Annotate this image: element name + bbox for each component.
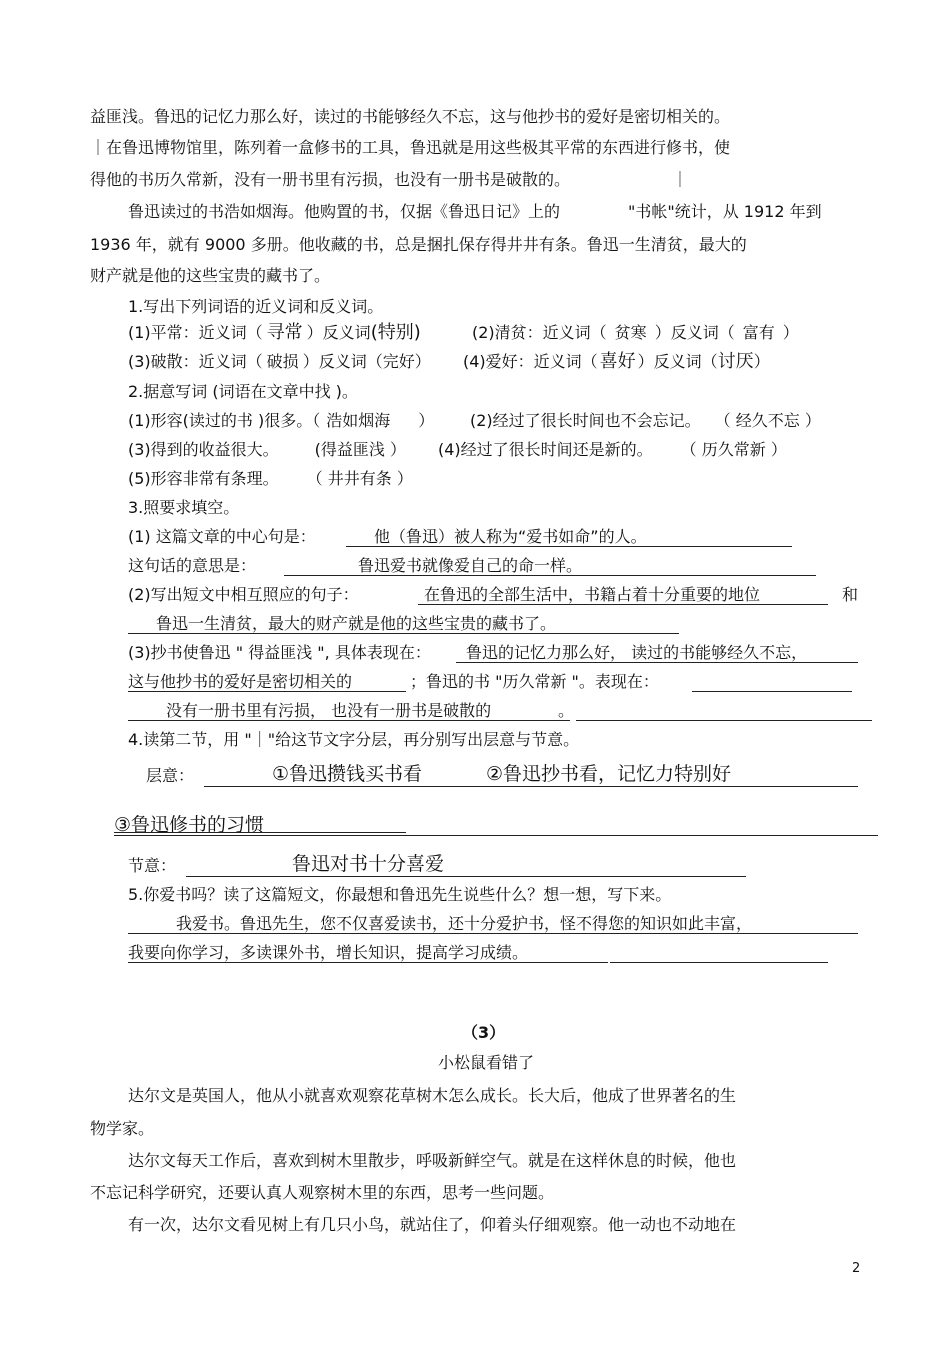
answer-underline <box>114 835 878 836</box>
answer-underline <box>128 633 679 634</box>
section-answer: 鲁迅对书十分喜爱 <box>292 853 445 875</box>
question-title: 5.你爱书吗？读了这篇短文，你最想和鲁迅先生说些什么？想一想，写下来。 <box>128 885 672 904</box>
q2-item <box>470 410 821 432</box>
q2-item <box>128 468 413 490</box>
q3-label: (1) 这篇文章的中心句是： <box>128 527 316 546</box>
q2-item <box>128 410 434 432</box>
passage-line: 有一次，达尔文看见树上有几只小鸟，就站住了，仰着头仔细观察。他一动也不动地在 <box>128 1215 737 1234</box>
answer-underline <box>418 604 828 605</box>
q1-answer: 完好 <box>382 352 415 371</box>
answer-underline <box>284 575 816 576</box>
q1-answer: 破损 <box>266 352 299 371</box>
q2-answer: （ 经久不忘 ） <box>722 411 821 430</box>
q1-row <box>463 351 770 373</box>
answer-underline <box>128 691 406 692</box>
answer-underline <box>692 691 852 692</box>
q2-label: (1)形容(读过的书 )很多。（ <box>128 411 321 430</box>
layer-answer: ③鲁迅修书的习惯 <box>114 814 265 836</box>
q3-answer: 鲁迅一生清贫，最大的财产就是他的这些宝贵的藏书了。 <box>156 614 557 633</box>
question-title: 1.写出下列词语的近义词和反义词。 <box>128 297 384 316</box>
section-number: （3） <box>462 1023 506 1042</box>
q1-label: ） <box>753 352 770 371</box>
passage-line: 达尔文每天工作后，喜欢到树木里散步，呼吸新鲜空气。就是在这样休息的时候，他也 <box>128 1151 737 1170</box>
q1-answer: 贫寒 <box>614 323 647 342</box>
q2-label: (3)得到的收益很大。 <box>128 440 279 459</box>
layer-answer: ②鲁迅抄书看，记忆力特别好 <box>486 763 732 785</box>
page-number: 2 <box>852 1261 861 1276</box>
q3-label: (2)写出短文中相互照应的句子： <box>128 585 359 604</box>
q1-answer: 讨厌 <box>717 351 754 372</box>
answer-underline <box>114 832 406 833</box>
q1-answer: 喜好 <box>599 351 636 372</box>
q1-row <box>472 322 799 344</box>
q3-answer: 鲁迅的记忆力那么好， 读过的书能够经久不忘， <box>466 643 808 662</box>
passage-line: 益匪浅。鲁迅的记忆力那么好，读过的书能够经久不忘，这与他抄书的爱好是密切相关的。 <box>90 107 731 126</box>
answer-underline <box>456 662 858 663</box>
q3-label: 和 <box>842 585 859 604</box>
q3-answer: 在鲁迅的全部生活中，书籍占着十分重要的地位 <box>424 585 761 604</box>
q1-answer: 富有 <box>742 323 775 342</box>
q5-answer: 我爱书。鲁迅先生，您不仅喜爱读书，还十分爱护书，怪不得您的知识如此丰富， <box>176 914 753 933</box>
question-title: 3.照要求填空。 <box>128 498 240 517</box>
q1-row <box>128 351 431 373</box>
passage-line: 物学家。 <box>90 1119 155 1138</box>
q1-label: (3)破散：近义词（ <box>128 352 263 371</box>
answer-underline <box>128 933 858 934</box>
q1-label: (1)平常：近义词（ <box>128 323 263 342</box>
q3-answer: 他（鲁迅）被人称为“爱书如命”的人。 <box>374 527 647 546</box>
layer-answer: ①鲁迅攒钱买书看 <box>272 763 423 785</box>
q1-label: ）反义词 <box>306 323 371 342</box>
q3-label: (3)抄书使鲁迅 " 得益匪浅 ", 具体表现在： <box>128 643 431 662</box>
q1-answer: (特别) <box>370 322 421 343</box>
q2-answer: (得益匪浅 ） <box>314 440 407 459</box>
passage-line: ｜在鲁迅博物馆里，陈列着一盒修书的工具，鲁迅就是用这些极其平常的东西进行修书，使 <box>90 138 731 157</box>
passage-line: "书帐"统计，从 1912 年到 <box>628 202 822 221</box>
answer-underline <box>204 786 858 787</box>
q5-answer: 我要向你学习，多读课外书，增长知识，提高学习成绩。 <box>128 943 529 962</box>
q1-label: ） <box>782 323 799 342</box>
q2-label: (5)形容非常有条理。 <box>128 469 279 488</box>
q1-label: ）反义词（ <box>302 352 383 371</box>
q1-label: (2)清贫：近义词（ <box>472 323 607 342</box>
q2-answer: （ 井井有条 ） <box>314 469 413 488</box>
passage-line: 财产就是他的这些宝贵的藏书了。 <box>90 266 331 285</box>
q3-answer: 没有一册书里有污损， 也没有一册书是破散的 <box>166 701 492 720</box>
answer-underline <box>576 720 872 721</box>
q1-label: ） <box>414 352 431 371</box>
q2-answer: （ 历久常新 ） <box>688 440 787 459</box>
layer-mark: ｜ <box>672 170 689 189</box>
q3-answer: 鲁迅爱书就像爱自己的命一样。 <box>358 556 583 575</box>
q2-answer: 浩如烟海 <box>326 411 391 430</box>
q3-label: 。 <box>558 701 575 720</box>
q2-label: (2)经过了很长时间也不会忘记。 <box>470 411 701 430</box>
passage-line: 达尔文是英国人，他从小就喜欢观察花草树木怎么成长。长大后，他成了世界著名的生 <box>128 1086 737 1105</box>
q2-label: ） <box>418 411 435 430</box>
q2-item <box>128 439 406 461</box>
layer-label: 层意： <box>146 766 195 785</box>
q3-label: ；鲁迅的书 "历久常新 "。表现在： <box>410 672 659 691</box>
question-title: 4.读第二节，用 "｜"给这节文字分层，再分别写出层意与节意。 <box>128 730 580 749</box>
answer-underline <box>610 962 828 963</box>
q1-answer: 寻常 <box>266 322 303 343</box>
section-label: 节意： <box>128 856 177 875</box>
passage-line: 得他的书历久常新，没有一册书里有污损，也没有一册书是破散的。 <box>90 170 571 189</box>
q1-label: ）反义词（ <box>637 352 718 371</box>
answer-underline <box>128 962 608 963</box>
q1-label: ）反义词（ <box>654 323 735 342</box>
q3-answer: 这与他抄书的爱好是密切相关的 <box>128 672 353 691</box>
passage-line: 不忘记科学研究，还要认真人观察树木里的东西，思考一些问题。 <box>90 1183 555 1202</box>
question-title: 2.据意写词 (词语在文章中找 )。 <box>128 382 358 401</box>
q2-label: (4)经过了很长时间还是新的。 <box>438 440 653 459</box>
passage-line: 1936 年，就有 9000 多册。他收藏的书，总是捆扎保存得井井有条。鲁迅一生清贫，最大的 <box>90 235 747 254</box>
answer-underline <box>186 876 746 877</box>
q3-label: 这句话的意思是： <box>128 556 257 575</box>
q2-item <box>438 439 787 461</box>
answer-underline <box>346 546 792 547</box>
q1-label: (4)爱好：近义词（ <box>463 352 598 371</box>
passage-line: 鲁迅读过的书浩如烟海。他购置的书，仅据《鲁迅日记》上的 <box>128 202 561 221</box>
passage-title: 小松鼠看错了 <box>438 1053 535 1072</box>
q1-row <box>128 322 421 344</box>
answer-underline <box>128 720 570 721</box>
